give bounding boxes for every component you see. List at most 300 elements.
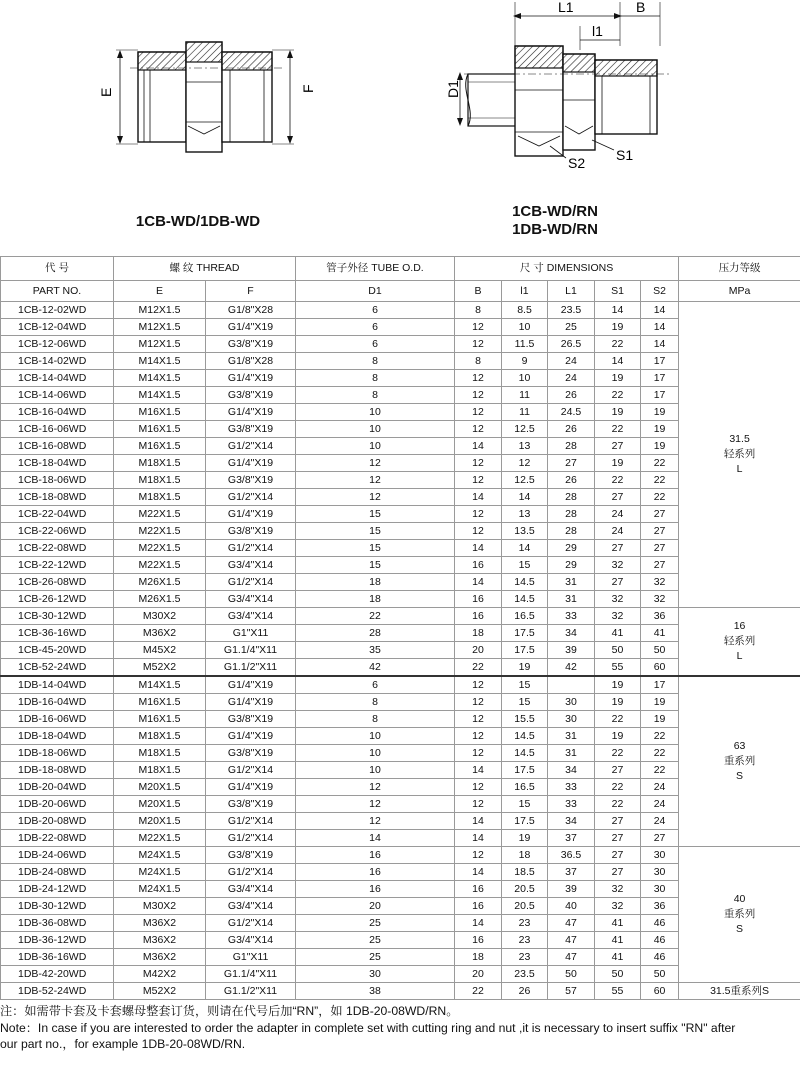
pressure-class-line: 轻系列 — [723, 635, 756, 647]
cell-dim-l1: 47 — [548, 932, 595, 949]
cell-dim-l1-small: 18 — [502, 847, 548, 864]
cell-dim-l1-small: 12.5 — [502, 472, 548, 489]
cell-dim-b: 22 — [455, 983, 502, 1000]
cell-dim-l1: 24 — [548, 370, 595, 387]
cell-dim-b: 16 — [455, 557, 502, 574]
cell-dim-l1: 36.5 — [548, 847, 595, 864]
cell-dim-l1: 31 — [548, 728, 595, 745]
cell-dim-s2: 50 — [641, 966, 679, 983]
cell-part-no: 1CB-16-08WD — [1, 438, 114, 455]
cell-dim-s2: 22 — [641, 472, 679, 489]
cell-thread-e: M24X1.5 — [114, 881, 206, 898]
cell-dim-s2: 27 — [641, 830, 679, 847]
cell-thread-e: M36X2 — [114, 625, 206, 642]
cell-dim-l1: 30 — [548, 694, 595, 711]
cell-dim-s2: 19 — [641, 711, 679, 728]
cell-part-no: 1CB-14-04WD — [1, 370, 114, 387]
cell-dim-s2: 17 — [641, 353, 679, 370]
header-f: F — [206, 281, 296, 302]
figure-label-right-line2: 1DB-WD/RN — [512, 221, 598, 238]
cell-dim-s2: 32 — [641, 574, 679, 591]
cell-dim-l1: 42 — [548, 659, 595, 677]
cell-dim-l1-small: 8.5 — [502, 302, 548, 319]
cell-part-no: 1CB-26-12WD — [1, 591, 114, 608]
cell-tube-d1: 18 — [296, 591, 455, 608]
cell-tube-d1: 30 — [296, 966, 455, 983]
cell-dim-l1: 31 — [548, 591, 595, 608]
cell-dim-b: 14 — [455, 540, 502, 557]
pressure-class-cell — [679, 847, 800, 983]
cell-thread-f: G3/8"X19 — [206, 472, 296, 489]
adapter-drawing-right — [430, 0, 680, 170]
cell-tube-d1: 14 — [296, 830, 455, 847]
cell-thread-f: G1/4"X19 — [206, 728, 296, 745]
cell-dim-b: 12 — [455, 779, 502, 796]
cell-dim-s2: 27 — [641, 557, 679, 574]
cell-tube-d1: 10 — [296, 745, 455, 762]
cell-thread-e: M18X1.5 — [114, 455, 206, 472]
cell-dim-s1: 27 — [595, 813, 641, 830]
cell-tube-d1: 12 — [296, 472, 455, 489]
cell-dim-s2: 19 — [641, 694, 679, 711]
cell-dim-l1: 47 — [548, 915, 595, 932]
cell-thread-e: M20X1.5 — [114, 779, 206, 796]
cell-dim-l1-small: 9 — [502, 353, 548, 370]
cell-dim-b: 12 — [455, 745, 502, 762]
cell-dim-l1-small: 23 — [502, 932, 548, 949]
header-s2: S2 — [641, 281, 679, 302]
cell-dim-l1: 34 — [548, 625, 595, 642]
cell-tube-d1: 15 — [296, 523, 455, 540]
cell-dim-b: 12 — [455, 336, 502, 353]
cell-tube-d1: 10 — [296, 438, 455, 455]
cell-tube-d1: 6 — [296, 319, 455, 336]
cell-thread-f: G3/8"X19 — [206, 336, 296, 353]
header-dimensions: 尺 寸 DIMENSIONS — [455, 257, 679, 281]
cell-thread-f: G1/2"X14 — [206, 438, 296, 455]
cell-dim-s2: 50 — [641, 642, 679, 659]
cell-dim-s2: 19 — [641, 421, 679, 438]
cell-dim-s2: 22 — [641, 762, 679, 779]
header-mpa: MPa — [679, 281, 800, 302]
cell-dim-l1-small: 12 — [502, 455, 548, 472]
cell-part-no: 1CB-30-12WD — [1, 608, 114, 625]
cell-dim-s2: 24 — [641, 796, 679, 813]
cell-dim-b: 12 — [455, 694, 502, 711]
cell-tube-d1: 6 — [296, 302, 455, 319]
cell-dim-s1: 41 — [595, 915, 641, 932]
cell-dim-b: 20 — [455, 642, 502, 659]
cell-tube-d1: 38 — [296, 983, 455, 1000]
cell-dim-l1: 24 — [548, 353, 595, 370]
cell-dim-s2: 17 — [641, 370, 679, 387]
cell-dim-b: 14 — [455, 489, 502, 506]
cell-dim-s1: 19 — [595, 455, 641, 472]
cell-dim-l1: 33 — [548, 608, 595, 625]
cell-thread-f: G1.1/2"X11 — [206, 659, 296, 677]
cell-part-no: 1CB-45-20WD — [1, 642, 114, 659]
cell-thread-e: M45X2 — [114, 642, 206, 659]
specification-table — [0, 256, 800, 1000]
cell-dim-b: 14 — [455, 438, 502, 455]
cell-thread-e: M16X1.5 — [114, 438, 206, 455]
pressure-class-line: S — [736, 770, 744, 782]
cell-tube-d1: 42 — [296, 659, 455, 677]
cell-dim-s2: 19 — [641, 404, 679, 421]
cell-dim-s2: 60 — [641, 983, 679, 1000]
cell-thread-f: G3/8"X19 — [206, 387, 296, 404]
cell-thread-e: M18X1.5 — [114, 762, 206, 779]
cell-dim-l1: 25 — [548, 319, 595, 336]
cell-dim-s2: 22 — [641, 728, 679, 745]
cell-dim-l1: 47 — [548, 949, 595, 966]
cell-tube-d1: 10 — [296, 762, 455, 779]
cell-thread-f: G3/4"X14 — [206, 608, 296, 625]
dim-b-label: B — [636, 0, 646, 15]
figure-label-left: 1CB-WD/1DB-WD — [135, 213, 261, 230]
cell-part-no: 1DB-18-04WD — [1, 728, 114, 745]
cell-dim-l1: 34 — [548, 762, 595, 779]
cell-dim-l1-small: 15 — [502, 676, 548, 694]
cell-dim-l1-small: 12.5 — [502, 421, 548, 438]
cell-thread-e: M30X2 — [114, 608, 206, 625]
cell-dim-b: 12 — [455, 728, 502, 745]
cell-part-no: 1DB-52-24WD — [1, 983, 114, 1000]
cell-dim-l1 — [548, 676, 595, 694]
cell-part-no: 1DB-24-12WD — [1, 881, 114, 898]
cell-dim-l1-small: 10 — [502, 319, 548, 336]
cell-dim-b: 12 — [455, 796, 502, 813]
cell-part-no: 1DB-18-06WD — [1, 745, 114, 762]
cell-dim-l1-small: 14.5 — [502, 591, 548, 608]
cell-dim-s2: 27 — [641, 523, 679, 540]
cell-dim-s1: 41 — [595, 625, 641, 642]
cell-thread-e: M12X1.5 — [114, 336, 206, 353]
cell-tube-d1: 10 — [296, 728, 455, 745]
cell-dim-s2: 30 — [641, 881, 679, 898]
cell-dim-b: 22 — [455, 659, 502, 677]
cell-dim-l1: 50 — [548, 966, 595, 983]
header-d1: D1 — [296, 281, 455, 302]
cell-dim-l1: 28 — [548, 523, 595, 540]
cell-dim-s1: 41 — [595, 949, 641, 966]
cell-thread-f: G1.1/4"X11 — [206, 642, 296, 659]
cell-dim-l1: 23.5 — [548, 302, 595, 319]
cell-thread-f: G1/8"X28 — [206, 353, 296, 370]
cell-dim-b: 12 — [455, 319, 502, 336]
cell-thread-e: M26X1.5 — [114, 591, 206, 608]
cell-tube-d1: 12 — [296, 779, 455, 796]
cell-part-no: 1CB-16-04WD — [1, 404, 114, 421]
cell-thread-f: G3/8"X19 — [206, 745, 296, 762]
cell-thread-f: G1/2"X14 — [206, 574, 296, 591]
cell-dim-l1-small: 23 — [502, 949, 548, 966]
cell-tube-d1: 8 — [296, 694, 455, 711]
cell-part-no: 1DB-36-12WD — [1, 932, 114, 949]
cell-dim-s2: 19 — [641, 438, 679, 455]
pressure-class-line: 31.5重系列S — [710, 984, 770, 997]
cell-tube-d1: 25 — [296, 915, 455, 932]
cell-part-no: 1CB-52-24WD — [1, 659, 114, 677]
cell-part-no: 1CB-16-06WD — [1, 421, 114, 438]
cell-tube-d1: 22 — [296, 608, 455, 625]
table-row — [1, 676, 800, 694]
cell-tube-d1: 16 — [296, 881, 455, 898]
cell-thread-e: M22X1.5 — [114, 506, 206, 523]
cell-dim-s2: 30 — [641, 864, 679, 881]
cell-dim-s2: 22 — [641, 455, 679, 472]
cell-thread-e: M26X1.5 — [114, 574, 206, 591]
cell-dim-l1: 57 — [548, 983, 595, 1000]
cell-dim-l1-small: 15 — [502, 796, 548, 813]
specification-table-body — [1, 302, 800, 1000]
cell-part-no: 1CB-12-02WD — [1, 302, 114, 319]
cell-thread-f: G1/2"X14 — [206, 813, 296, 830]
order-note — [0, 1003, 800, 1053]
cell-part-no: 1DB-24-06WD — [1, 847, 114, 864]
cell-dim-s2: 14 — [641, 336, 679, 353]
cell-dim-s2: 17 — [641, 387, 679, 404]
cell-dim-l1: 27 — [548, 455, 595, 472]
cell-dim-l1-small: 20.5 — [502, 898, 548, 915]
cell-part-no: 1CB-18-04WD — [1, 455, 114, 472]
cell-dim-l1-small: 17.5 — [502, 642, 548, 659]
cell-dim-s2: 14 — [641, 319, 679, 336]
cell-thread-e: M16X1.5 — [114, 404, 206, 421]
cell-dim-s1: 22 — [595, 421, 641, 438]
cell-dim-l1-small: 11.5 — [502, 336, 548, 353]
cell-dim-s1: 27 — [595, 438, 641, 455]
cell-dim-b: 12 — [455, 387, 502, 404]
cell-thread-e: M42X2 — [114, 966, 206, 983]
dim-i1-label: l1 — [592, 23, 603, 39]
cell-thread-f: G1/4"X19 — [206, 404, 296, 421]
cell-thread-e: M24X1.5 — [114, 847, 206, 864]
cell-dim-b: 14 — [455, 574, 502, 591]
cell-dim-s2: 27 — [641, 506, 679, 523]
cell-part-no: 1CB-18-06WD — [1, 472, 114, 489]
cell-thread-f: G3/8"X19 — [206, 421, 296, 438]
cell-tube-d1: 25 — [296, 932, 455, 949]
cell-thread-e: M36X2 — [114, 932, 206, 949]
cell-part-no: 1DB-22-08WD — [1, 830, 114, 847]
cell-dim-l1: 34 — [548, 813, 595, 830]
cell-tube-d1: 8 — [296, 370, 455, 387]
cell-dim-s1: 22 — [595, 796, 641, 813]
cell-dim-b: 12 — [455, 711, 502, 728]
cell-thread-e: M12X1.5 — [114, 302, 206, 319]
table-row — [1, 847, 800, 864]
cell-part-no: 1CB-26-08WD — [1, 574, 114, 591]
cell-dim-b: 16 — [455, 881, 502, 898]
cell-thread-e: M14X1.5 — [114, 370, 206, 387]
cell-dim-b: 12 — [455, 472, 502, 489]
cell-dim-s1: 32 — [595, 881, 641, 898]
cell-dim-s1: 14 — [595, 353, 641, 370]
cell-part-no: 1DB-20-06WD — [1, 796, 114, 813]
cell-dim-l1: 30 — [548, 711, 595, 728]
cell-dim-s2: 17 — [641, 676, 679, 694]
cell-dim-s1: 24 — [595, 523, 641, 540]
cell-tube-d1: 12 — [296, 796, 455, 813]
cell-part-no: 1CB-12-06WD — [1, 336, 114, 353]
cell-thread-e: M18X1.5 — [114, 728, 206, 745]
cell-tube-d1: 10 — [296, 421, 455, 438]
pressure-class-cell — [679, 983, 800, 1000]
cell-dim-l1-small: 15 — [502, 557, 548, 574]
cell-thread-e: M16X1.5 — [114, 421, 206, 438]
cell-thread-f: G1/4"X19 — [206, 370, 296, 387]
cell-part-no: 1DB-14-04WD — [1, 676, 114, 694]
cell-dim-l1-small: 11 — [502, 404, 548, 421]
cell-dim-s2: 27 — [641, 540, 679, 557]
cell-dim-l1: 31 — [548, 574, 595, 591]
dim-e-label: E — [98, 87, 114, 97]
cell-part-no: 1DB-24-08WD — [1, 864, 114, 881]
cell-thread-f: G3/4"X14 — [206, 591, 296, 608]
cell-tube-d1: 16 — [296, 864, 455, 881]
cell-thread-e: M14X1.5 — [114, 387, 206, 404]
cell-dim-s2: 46 — [641, 949, 679, 966]
cell-thread-f: G3/4"X14 — [206, 932, 296, 949]
dim-f-label: F — [300, 84, 316, 93]
cell-dim-s2: 60 — [641, 659, 679, 677]
cell-dim-l1: 29 — [548, 557, 595, 574]
cell-tube-d1: 6 — [296, 676, 455, 694]
note-en-line1: Note：In case if you are interested to order the adapter in complete set with cutting ring and nut ,it is necessary to insert suffix "RN" after — [0, 1020, 736, 1035]
cell-part-no: 1CB-22-08WD — [1, 540, 114, 557]
table-row — [1, 983, 800, 1000]
cell-dim-b: 20 — [455, 966, 502, 983]
pressure-class-line: 重系列 — [723, 908, 756, 920]
cell-dim-s1: 19 — [595, 694, 641, 711]
cell-dim-l1-small: 13 — [502, 506, 548, 523]
cell-thread-f: G1/2"X14 — [206, 762, 296, 779]
note-cn: 注：如需带卡套及卡套螺母整套订货，则请在代号后加“RN”，如 1DB-20-08WD/RN。 — [0, 1004, 459, 1018]
header-code — [1, 257, 114, 281]
cell-thread-e: M22X1.5 — [114, 523, 206, 540]
pressure-class-line: 63 — [733, 740, 746, 752]
cell-thread-f: G1/4"X19 — [206, 506, 296, 523]
cell-dim-b: 12 — [455, 523, 502, 540]
cell-part-no: 1DB-18-08WD — [1, 762, 114, 779]
cell-dim-l1-small: 14 — [502, 489, 548, 506]
cell-dim-l1-small: 19 — [502, 830, 548, 847]
cell-dim-l1: 33 — [548, 779, 595, 796]
cell-dim-l1-small: 13 — [502, 438, 548, 455]
cell-dim-b: 14 — [455, 830, 502, 847]
cell-dim-l1-small: 20.5 — [502, 881, 548, 898]
cell-dim-l1-small: 18.5 — [502, 864, 548, 881]
cell-dim-s1: 27 — [595, 762, 641, 779]
cell-tube-d1: 10 — [296, 404, 455, 421]
table-row — [1, 608, 800, 625]
cell-part-no: 1CB-36-16WD — [1, 625, 114, 642]
pressure-class-line: 31.5 — [729, 433, 750, 445]
cell-part-no: 1CB-18-08WD — [1, 489, 114, 506]
cell-dim-s2: 36 — [641, 898, 679, 915]
cell-dim-b: 12 — [455, 847, 502, 864]
header-s1: S1 — [595, 281, 641, 302]
header-b: B — [455, 281, 502, 302]
cell-part-no: 1CB-14-06WD — [1, 387, 114, 404]
cell-thread-e: M24X1.5 — [114, 864, 206, 881]
cell-dim-l1-small: 11 — [502, 387, 548, 404]
cell-part-no: 1DB-36-08WD — [1, 915, 114, 932]
pressure-class-cell — [679, 676, 800, 847]
cell-dim-s1: 22 — [595, 711, 641, 728]
cell-dim-s2: 14 — [641, 302, 679, 319]
cell-dim-l1: 29 — [548, 540, 595, 557]
cell-dim-s2: 36 — [641, 608, 679, 625]
cell-tube-d1: 8 — [296, 711, 455, 728]
cell-tube-d1: 15 — [296, 506, 455, 523]
cell-dim-s1: 22 — [595, 472, 641, 489]
pressure-class-line: L — [736, 650, 743, 662]
cell-dim-l1: 37 — [548, 830, 595, 847]
cell-thread-e: M16X1.5 — [114, 711, 206, 728]
cell-thread-f: G1.1/4"X11 — [206, 966, 296, 983]
cell-part-no: 1CB-12-04WD — [1, 319, 114, 336]
pressure-class-line: 轻系列 — [723, 448, 756, 460]
cell-dim-l1: 24.5 — [548, 404, 595, 421]
cell-part-no: 1DB-16-06WD — [1, 711, 114, 728]
cell-dim-s1: 50 — [595, 966, 641, 983]
cell-dim-l1: 31 — [548, 745, 595, 762]
cell-dim-l1-small: 15 — [502, 694, 548, 711]
cell-dim-b: 8 — [455, 302, 502, 319]
cell-dim-s1: 55 — [595, 659, 641, 677]
cell-dim-b: 14 — [455, 915, 502, 932]
cell-part-no: 1DB-30-12WD — [1, 898, 114, 915]
cell-part-no: 1CB-14-02WD — [1, 353, 114, 370]
pressure-class-line: 16 — [733, 620, 746, 632]
cell-thread-f: G1/2"X14 — [206, 830, 296, 847]
cell-dim-s2: 32 — [641, 591, 679, 608]
cell-dim-s1: 19 — [595, 370, 641, 387]
header-thread: 螺 纹 THREAD — [114, 257, 296, 281]
header-part-no: PART NO. — [1, 281, 114, 302]
technical-drawings — [0, 0, 800, 252]
cell-dim-s2: 22 — [641, 489, 679, 506]
adapter-drawing-left — [80, 30, 340, 210]
cell-dim-s2: 24 — [641, 779, 679, 796]
pressure-class-cell — [679, 302, 800, 608]
cell-dim-l1-small: 17.5 — [502, 762, 548, 779]
cell-dim-l1: 26.5 — [548, 336, 595, 353]
cell-dim-l1: 40 — [548, 898, 595, 915]
cell-tube-d1: 6 — [296, 336, 455, 353]
cell-tube-d1: 35 — [296, 642, 455, 659]
cell-thread-f: G1/2"X14 — [206, 489, 296, 506]
cell-part-no: 1DB-20-08WD — [1, 813, 114, 830]
header-tube: 管子外径 TUBE O.D. — [296, 257, 455, 281]
cell-thread-e: M18X1.5 — [114, 745, 206, 762]
cell-dim-s2: 24 — [641, 813, 679, 830]
figure-label-right — [470, 203, 640, 239]
header-l1: L1 — [548, 281, 595, 302]
cell-thread-f: G3/8"X19 — [206, 796, 296, 813]
cell-thread-e: M52X2 — [114, 659, 206, 677]
cell-dim-b: 12 — [455, 676, 502, 694]
cell-thread-e: M16X1.5 — [114, 694, 206, 711]
cell-dim-b: 14 — [455, 813, 502, 830]
cell-dim-s1: 55 — [595, 983, 641, 1000]
pressure-class-cell — [679, 608, 800, 677]
cell-thread-e: M18X1.5 — [114, 472, 206, 489]
cell-thread-f: G1"X11 — [206, 949, 296, 966]
pressure-class-line: L — [736, 463, 743, 475]
